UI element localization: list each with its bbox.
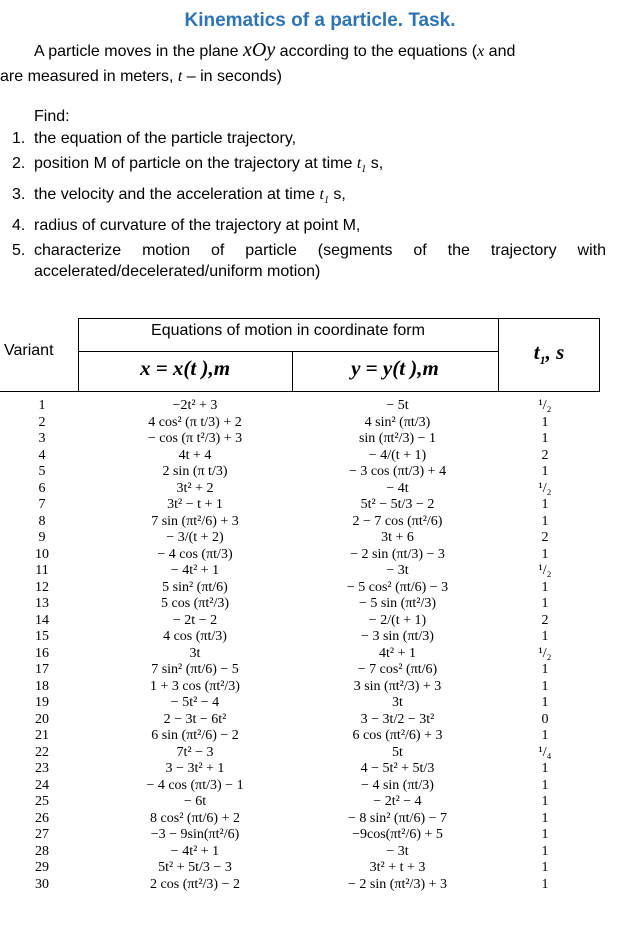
y-equation-cell: 3 sin (πt²/3) + 3 (353, 678, 442, 694)
table-row (0, 728, 600, 745)
t1-value-cell: 1 (541, 843, 549, 859)
t1-value-cell: 1 (541, 513, 549, 529)
intro-text: – in seconds) (182, 68, 282, 85)
task-time-subscript: 1 (361, 164, 367, 175)
x-equation-cell: 6 sin (πt²/6) − 2 (151, 728, 239, 743)
t1-unit: , s (545, 340, 565, 364)
y-equation-cell: − 2/(t + 1) (368, 612, 427, 628)
table-row (0, 761, 600, 778)
x-equation-cell: 4 cos² (π t/3) + 2 (148, 414, 242, 430)
x-equation-cell: − 2t − 2 (172, 612, 218, 628)
x-equation-cell: 7 sin (πt²/6) + 3 (151, 513, 239, 529)
x-equation-cell: 8 cos² (πt/6) + 2 (150, 810, 240, 826)
table-row (0, 679, 600, 696)
y-equation-cell: − 4 sin (πt/3) (361, 777, 434, 793)
variant-number-cell: 29 (35, 860, 49, 875)
intro-text: A particle moves in the plane (34, 43, 244, 60)
variant-number-cell: 10 (35, 546, 49, 562)
y-equation-cell: 4t² + 1 (379, 645, 416, 661)
variant-number-cell: 4 (38, 447, 46, 463)
variant-number-cell: 6 (38, 480, 46, 496)
y-equation-cell: 3 − 3t/2 − 3t² (360, 711, 435, 727)
table-row (0, 431, 600, 448)
t1-value-cell: 1 (541, 662, 549, 677)
variant-number-cell: 15 (35, 629, 49, 644)
table-divider (78, 318, 600, 319)
t-symbol: t (177, 68, 183, 85)
x-equation-cell: 3t² + 2 (176, 480, 214, 496)
t1-value-cell: ¹/₄ (538, 744, 552, 760)
x-equation-cell: 4t + 4 (178, 447, 212, 463)
y-equation-cell: − 3 cos (πt/3) + 4 (348, 464, 447, 479)
y-equation-cell: sin (πt²/3) − 1 (358, 431, 437, 446)
y-equation-cell: 3t² + t + 3 (369, 860, 426, 875)
x-equation-cell: 5 sin² (πt/6) (162, 579, 228, 595)
variant-number-cell: 19 (35, 695, 49, 710)
intro-text: and (484, 43, 516, 60)
t1-value-cell: 1 (541, 695, 549, 710)
variant-number-cell: 23 (35, 761, 49, 776)
table-row (0, 530, 600, 547)
variant-number-cell: 5 (38, 464, 46, 479)
table-row (0, 415, 600, 432)
table-row (0, 629, 600, 646)
task-time-symbol: t (356, 155, 362, 172)
task-list (0, 128, 606, 286)
t1-value-cell: 1 (541, 464, 549, 479)
variant-number-cell: 14 (35, 612, 49, 628)
y-equation-cell: − 5t (386, 398, 409, 413)
y-equation-cell: 2 − 7 cos (πt²/6) (352, 513, 443, 529)
variant-number-cell: 20 (35, 711, 49, 727)
t1-value-cell: ¹/₂ (538, 563, 552, 578)
x-equation-cell: − 6t (183, 794, 207, 809)
table-row (0, 778, 600, 795)
y-equation-cell: − 4t (386, 480, 409, 496)
x-equation-cell: 3t (189, 645, 201, 661)
x-equation-cell: 1 + 3 cos (πt²/3) (150, 678, 240, 694)
t1-value-cell: 1 (541, 497, 549, 512)
task-text-tail: s, (328, 186, 346, 203)
x-symbol: x (477, 43, 485, 60)
t1-value-cell: ¹/₂ (538, 398, 552, 413)
x-equation-cell: 2 sin (π t/3) (162, 464, 228, 479)
y-equation-cell: 4 − 5t² + 5t/3 (360, 761, 435, 776)
x-equation-cell: − 4 cos (πt/3) − 1 (146, 777, 244, 793)
task-time-subscript: 1 (323, 195, 329, 206)
y-equation-cell: 4 sin² (πt/3) (364, 414, 431, 430)
t1-value-cell: 2 (541, 530, 549, 545)
x-equation-cell: 3t² − t + 1 (167, 497, 223, 512)
task-item (0, 215, 606, 236)
variant-number-cell: 13 (35, 596, 49, 611)
task-item (0, 240, 606, 282)
t1-value-cell: 2 (541, 612, 549, 628)
table-row (0, 844, 600, 861)
x-equation-cell: − 4t² + 1 (170, 843, 220, 859)
x-equation-cell: −2t² + 3 (172, 398, 218, 413)
y-equation-cell: − 8 sin² (πt/6) − 7 (348, 810, 447, 826)
table-row (0, 580, 600, 597)
intro-text: according to the equations ( (275, 43, 478, 60)
y-equation-cell: − 2 sin (πt/3) − 3 (350, 546, 445, 562)
y-equation-cell: 3t + 6 (381, 530, 414, 545)
y-equation-cell: −9cos(πt²/6) + 5 (352, 827, 443, 842)
table-divider (0, 391, 600, 392)
page-title: Kinematics of a particle. Task. (184, 10, 456, 31)
task-number: 4. (12, 217, 26, 234)
x-equation-cell: − 4t² + 1 (170, 563, 220, 578)
table-body (0, 398, 600, 893)
table-row (0, 662, 600, 679)
variant-number-cell: 26 (35, 810, 49, 826)
y-equation-cell: − 2 sin (πt²/3) + 3 (348, 876, 447, 892)
task-number: 1. (12, 130, 26, 147)
y-equation-cell: − 5 cos² (πt/6) − 3 (346, 579, 449, 595)
variant-number-cell: 25 (35, 794, 49, 809)
table-row (0, 563, 600, 580)
task-number: 2. (12, 155, 26, 172)
plane-symbol: xOy (243, 39, 276, 61)
t1-value-cell: 1 (541, 876, 549, 892)
x-equation-cell: − 4 cos (πt/3) (157, 546, 233, 562)
table-row (0, 827, 600, 844)
t1-value-cell: 1 (541, 761, 549, 776)
y-equation-cell: 3t (392, 695, 403, 710)
table-row (0, 398, 600, 415)
variant-number-cell: 30 (35, 876, 49, 892)
task-text: radius of curvature of the trajectory at point M, (34, 217, 361, 234)
t1-symbol: t (533, 340, 540, 364)
task-item (0, 184, 606, 211)
table-row (0, 481, 600, 498)
t1-value-cell: 1 (541, 794, 549, 809)
table-row (0, 794, 600, 811)
t1-subscript: 1 (539, 353, 546, 367)
find-label: Find: (34, 108, 70, 125)
variant-number-cell: 1 (38, 398, 46, 413)
t1-value-cell: 1 (541, 431, 549, 446)
variant-number-cell: 8 (38, 513, 46, 529)
variant-number-cell: 2 (38, 414, 46, 430)
x-column-header: x = x(t ),m (139, 356, 231, 380)
variant-number-cell: 17 (35, 662, 49, 677)
t1-column-header (498, 340, 600, 368)
table-row (0, 860, 600, 877)
t1-value-cell: 1 (541, 629, 549, 644)
t1-value-cell: 1 (541, 414, 549, 430)
y-equation-cell: 6 cos (πt²/6) + 3 (352, 728, 443, 743)
y-equation-cell: − 3t (386, 843, 409, 859)
intro-paragraph (0, 38, 630, 89)
task-time-symbol: t (319, 186, 324, 203)
table-row (0, 646, 600, 663)
task-text: the equation of the particle trajectory, (34, 130, 297, 147)
variant-number-cell: 21 (35, 728, 49, 743)
y-equation-cell: 5t² − 5t/3 − 2 (360, 497, 435, 512)
t1-value-cell: 0 (541, 711, 549, 727)
x-equation-cell: 7t² − 3 (176, 744, 214, 760)
t1-value-cell: 1 (541, 777, 549, 793)
equations-header: Equations of motion in coordinate form (151, 322, 425, 339)
task-text: characterize motion of particle (segments of the trajectory with accelerated/decelerated/uniform motion) (34, 242, 606, 280)
table-row (0, 596, 600, 613)
variant-number-cell: 28 (35, 843, 49, 859)
t1-value-cell: 1 (541, 596, 549, 611)
variant-number-cell: 9 (38, 530, 46, 545)
table-row (0, 811, 600, 828)
task-item (0, 153, 606, 180)
variant-number-cell: 16 (35, 645, 49, 661)
table-row (0, 547, 600, 564)
table-row (0, 712, 600, 729)
task-number: 5. (12, 242, 26, 259)
task-item (0, 128, 606, 149)
x-equation-cell: 2 − 3t − 6t² (163, 711, 227, 727)
task-number: 3. (12, 186, 26, 203)
variant-number-cell: 3 (38, 431, 46, 446)
t1-value-cell: 1 (541, 728, 549, 743)
task-text: the velocity and the acceleration at time (34, 186, 320, 203)
x-equation-cell: 4 cos (πt/3) (163, 629, 227, 644)
table-row (0, 464, 600, 481)
y-equation-cell: − 7 cos² (πt/6) (357, 662, 438, 677)
table-row (0, 448, 600, 465)
x-equation-cell: 3 − 3t² + 1 (165, 761, 225, 776)
x-equation-cell: − 3/(t + 2) (166, 530, 224, 545)
table-row (0, 514, 600, 531)
variant-number-cell: 18 (35, 678, 49, 694)
t1-value-cell: 2 (541, 447, 549, 463)
variant-number-cell: 7 (38, 497, 46, 512)
variant-number-cell: 22 (35, 744, 49, 760)
variant-number-cell: 24 (35, 777, 49, 793)
t1-value-cell: 1 (541, 546, 549, 562)
y-column-header: y = y(t ),m (351, 356, 439, 380)
variant-number-cell: 11 (35, 563, 49, 578)
x-equation-cell: 7 sin² (πt/6) − 5 (151, 662, 239, 677)
x-equation-cell: − cos (π t²/3) + 3 (147, 431, 243, 446)
x-equation-cell: −3 − 9sin(πt²/6) (150, 827, 240, 842)
x-equation-cell: − 5t² − 4 (170, 695, 220, 710)
y-equation-cell: − 2t² − 4 (373, 794, 422, 809)
table-row (0, 695, 600, 712)
variant-number-cell: 27 (35, 827, 49, 842)
x-equation-cell: 5t² + 5t/3 − 3 (158, 860, 232, 875)
task-text: position M of particle on the trajectory at time (34, 155, 357, 172)
table-row (0, 745, 600, 762)
t1-value-cell: 1 (541, 810, 549, 826)
variant-header: Variant (4, 342, 54, 359)
variant-number-cell: 12 (35, 579, 49, 595)
t1-value-cell: ¹/₂ (538, 645, 552, 661)
t1-value-cell: 1 (541, 860, 549, 875)
y-equation-cell: 5t (392, 744, 403, 760)
y-equation-cell: − 3 sin (πt/3) (361, 629, 434, 644)
table-header (0, 318, 600, 392)
table-divider (78, 351, 498, 352)
y-equation-cell: − 5 sin (πt²/3) (358, 596, 437, 611)
t1-value-cell: 1 (541, 827, 549, 842)
x-equation-cell: 2 cos (πt²/3) − 2 (150, 876, 240, 892)
t1-value-cell: ¹/₂ (538, 480, 552, 496)
t1-value-cell: 1 (541, 579, 549, 595)
t1-value-cell: 1 (541, 678, 549, 694)
table-row (0, 613, 600, 630)
y-equation-cell: − 3t (386, 563, 409, 578)
task-text-tail: s, (366, 155, 384, 172)
table-row (0, 497, 600, 514)
y-equation-cell: − 4/(t + 1) (368, 447, 427, 463)
table-row (0, 877, 600, 894)
intro-text: are measured in meters, (0, 68, 178, 85)
x-equation-cell: 5 cos (πt²/3) (160, 596, 230, 611)
